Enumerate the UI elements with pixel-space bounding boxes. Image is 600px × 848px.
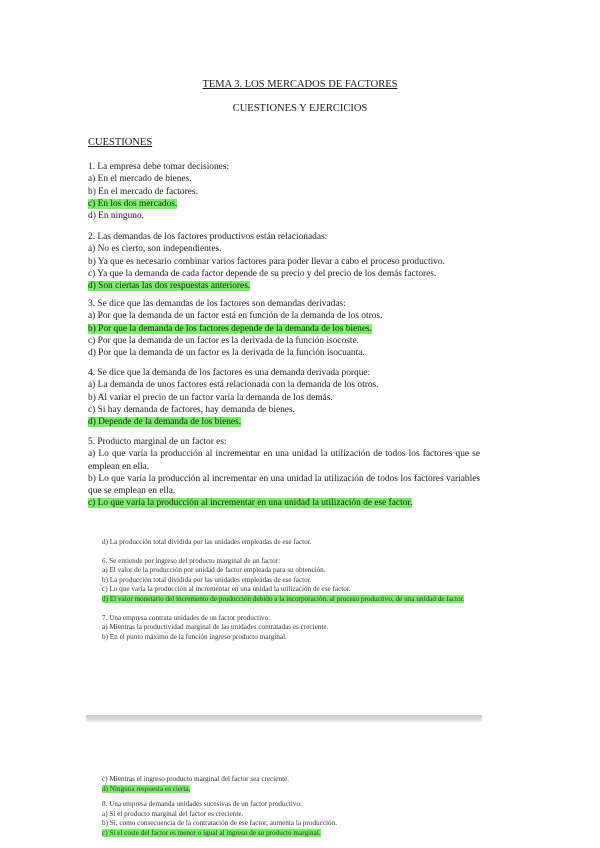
- option-d: d) La producción total dividida por las unidades empleadas de ese factor.: [102, 538, 312, 546]
- option-a: a) Por que la demanda de un factor está en función de la demanda de los otros.: [88, 311, 383, 322]
- option-b: b) Al variar el precio de un factor varía la demanda de los demás.: [88, 392, 333, 403]
- option-c: c) Lo que varía la producción al incrementar en una unidad la utilización de ese factor.: [102, 585, 351, 594]
- document-title: TEMA 3. LOS MERCADOS DE FACTORES: [202, 79, 398, 90]
- option-c-highlighted: c) Si el coste del factor es menor o igual al ingreso de su producto marginal.: [102, 828, 321, 837]
- option-c-highlighted: c) Lo que varía la producción al incrementar en una unidad la utilización de ese factor.: [88, 498, 413, 509]
- question-text: 3. Se dice que las demandas de los factores son demandas derivadas:: [88, 299, 346, 309]
- question-text: 2. Las demandas de los factores productivos están relacionadas:: [88, 232, 328, 242]
- section-heading: CUESTIONES: [88, 137, 153, 148]
- option-a: a) El valor de la producción por unidad de factor empleada para su obtención.: [102, 566, 326, 575]
- scanned-block-2: [102, 775, 472, 839]
- option-a: a) Mientras la productividad marginal de las unidades contratadas es creciente.: [102, 623, 329, 632]
- option-b: b) Si, como consecuencia de la contratación de ese factor, aumenta la producción.: [102, 819, 338, 828]
- question-text: 4. Se dice que la demanda de los factores es una demanda derivada porque:: [88, 368, 371, 378]
- option-d: d) Por que la demanda de un factor es la derivada de la función isocuanta.: [88, 348, 365, 359]
- question-8-text: 8. Una empresa demanda unidades sucesivas de un factor productivo:: [102, 800, 302, 809]
- option-c: c) Ya que la demanda de cada factor depende de su precio y del precio de los demás factores.: [88, 268, 437, 279]
- option-b: b) Lo que varía la producción al incrementar en una unidad la utilización de todos los factores variables que se emplean en ella.: [88, 473, 480, 497]
- question-3: [88, 298, 480, 359]
- question-text: 1. La empresa debe tomar decisiones:: [88, 162, 230, 172]
- option-b-highlighted: b) Por que la demanda de los factores depende de la demanda de los bienes.: [88, 323, 373, 334]
- scanned-block-1: [102, 538, 472, 642]
- question-1: [88, 161, 480, 222]
- option-a: a) En el mercado de bienes.: [88, 174, 192, 185]
- option-c: c) Por que la demanda de un factor es la derivada de la función isocoste.: [88, 335, 359, 346]
- question-4: [88, 367, 480, 428]
- question-text: 5. Producto marginal de un factor es:: [88, 437, 227, 447]
- option-b: b) En el punto máximo de la función ingreso producto marginal.: [102, 632, 287, 641]
- question-7-text: 7. Una empresa contrata unidades de un factor productivo:: [102, 613, 271, 622]
- option-a: a) Si el producto marginal del factor es creciente.: [102, 809, 244, 818]
- option-d-highlighted: d) Depende de la demanda de los bienes.: [88, 417, 242, 428]
- option-c: c) Si hay demanda de factores, hay demanda de bienes.: [88, 404, 295, 415]
- option-a: a) No es cierto, son independientes.: [88, 244, 222, 255]
- option-d: d) En ninguno.: [88, 211, 144, 222]
- option-b: b) Ya que es necesario combinar varios factores para poder llevar a cabo el proceso productivo.: [88, 256, 445, 267]
- document-subtitle: CUESTIONES Y EJERCICIOS: [232, 103, 368, 114]
- option-b: b) En el mercado de factores.: [88, 186, 198, 197]
- page-divider: [86, 715, 482, 722]
- question-6-text: 6. Se entiende por ingreso del producto marginal de un factor:: [102, 556, 281, 565]
- option-a: a) La demanda de unos factores está relacionada con la demanda de los otros.: [88, 380, 379, 391]
- option-c: c) Mientras el ingreso producto marginal del factor sea creciente.: [102, 775, 290, 783]
- option-b: b) La producción total dividida por las unidades empleadas de ese factor.: [102, 575, 312, 584]
- question-2: [88, 231, 480, 292]
- option-a: a) Lo que varía la producción al incrementar en una unidad la utilización de todos los factores que se emplean en ella.: [88, 449, 480, 472]
- option-c-highlighted: c) En los dos mercados.: [88, 198, 178, 209]
- option-d-highlighted: d) El valor monetario del incremento de producción debido a la incorporación, al proceso productivo, de una unidad de factor.: [102, 594, 465, 603]
- option-d-highlighted: d) Ninguna respuesta es cierta.: [102, 784, 191, 793]
- question-5: [88, 436, 480, 510]
- option-d-highlighted: d) Son ciertas las dos respuestas anteriores.: [88, 281, 251, 292]
